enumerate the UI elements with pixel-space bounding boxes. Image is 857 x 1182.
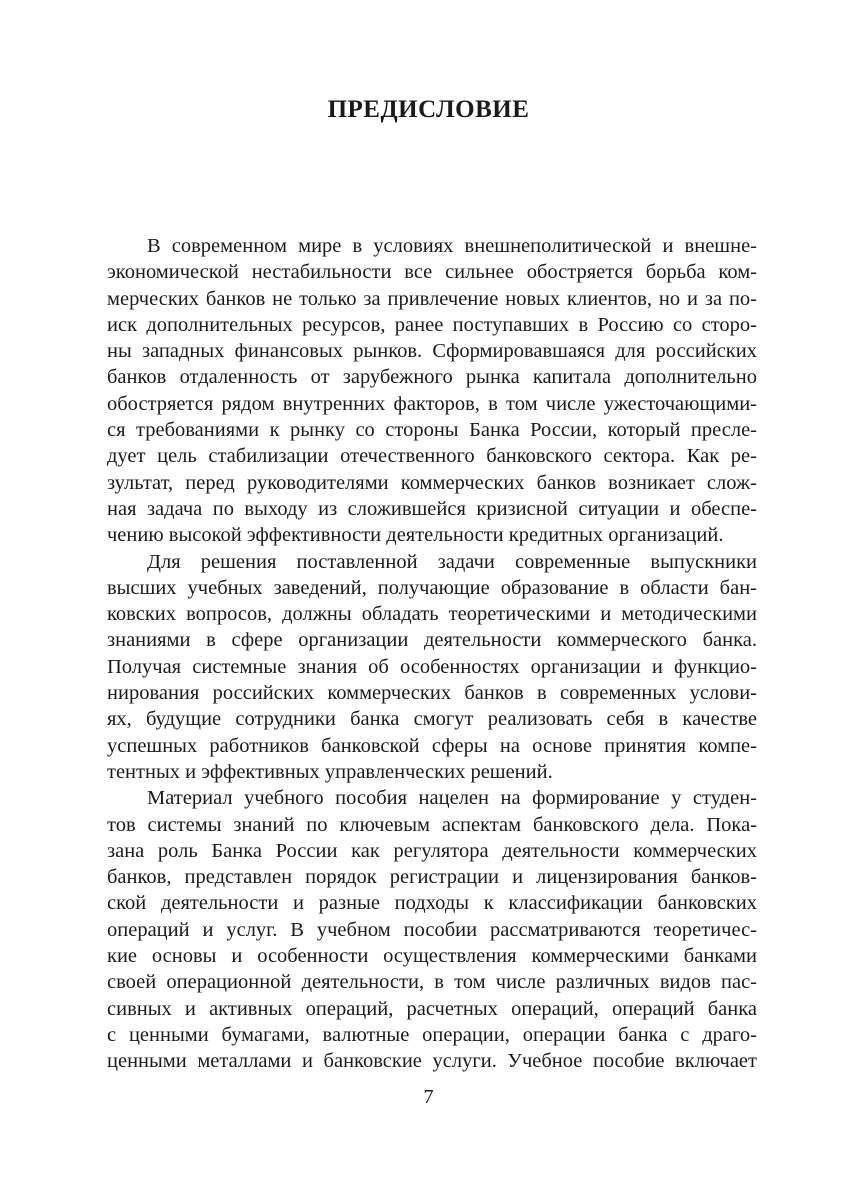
text-line: успешных работников банковской сферы на основе принятия компе- (107, 734, 757, 757)
text-line: ны западных финансовых рынков. Сформировавшаяся для российских (107, 340, 757, 363)
text-line: ная задача по выходу из сложившейся кризисной ситуации и обеспе- (107, 497, 757, 520)
text-line: сивных и активных операций, расчетных операций, операций банка (107, 997, 757, 1020)
text-line: экономической нестабильности все сильнее обостряется борьба ком- (107, 261, 757, 284)
text-line: Материал учебного пособия нацелен на формирование у студен- (147, 787, 757, 810)
text-line: своей операционной деятельности, в том числе различных видов пас- (107, 971, 757, 994)
text-line: дует цель стабилизации отечественного банковского сектора. Как ре- (107, 445, 757, 468)
text-line: операций и услуг. В учебном пособии рассматриваются теоретичес- (107, 918, 757, 941)
text-line: В современном мире в условиях внешнеполитической и внешне- (147, 235, 757, 257)
text-line: иск дополнительных ресурсов, ранее поступавших в Россию со сторо- (107, 313, 757, 336)
text-line: высших учебных заведений, получающие образование в области бан- (107, 576, 757, 599)
text-line: ся требованиями к рынку со стороны Банка России, который пресле- (107, 419, 757, 442)
text-line: банков, представлен порядок регистрации и лицензирования банков- (107, 866, 757, 889)
text-line: нирования российских коммерческих банков в современных услови- (107, 682, 757, 705)
text-line: ценными металлами и банковские услуги. Учебное пособие включает (107, 1050, 757, 1073)
text-line: кие основы и особенности осуществления коммерческими банками (107, 945, 757, 968)
page-number: 7 (423, 1086, 434, 1108)
text-line: тентных и эффективных управленческих решений. (107, 760, 553, 783)
text-line: Для решения поставленной задачи современные выпускники (147, 550, 757, 573)
text-line: обостряется рядом внутренних факторов, в том числе ужесточающими- (107, 392, 757, 415)
text-line: тов системы знаний по ключевым аспектам банковского дела. Пока- (107, 813, 757, 836)
text-line: с ценными бумагами, валютные операции, операции банка с драго- (107, 1023, 757, 1046)
text-line: мерческих банков не только за привлечение новых клиентов, но и за по- (107, 287, 757, 310)
text-line: ской деятельности и разные подходы к классификации банковских (107, 892, 757, 915)
text-line: ковских вопросов, должны обладать теоретическими и методическими (107, 603, 757, 626)
text-line: ях, будущие сотрудники банка смогут реализовать себя в качестве (107, 708, 757, 731)
text-line: чению высокой эффективности деятельности кредитных организаций. (107, 524, 724, 547)
text-line: Получая системные знания об особенностях организации и функцио- (107, 655, 757, 678)
text-line: зана роль Банка России как регулятора деятельности коммерческих (107, 839, 757, 862)
text-line: банков отдаленность от зарубежного рынка капитала дополнительно (107, 366, 757, 389)
body-text (107, 233, 757, 1075)
text-line: знаниями в сфере организации деятельности коммерческого банка. (107, 629, 757, 652)
text-line: зультат, перед руководителями коммерческих банков возникает слож- (107, 471, 757, 494)
page-title: ПРЕДИСЛОВИЕ (327, 96, 530, 123)
